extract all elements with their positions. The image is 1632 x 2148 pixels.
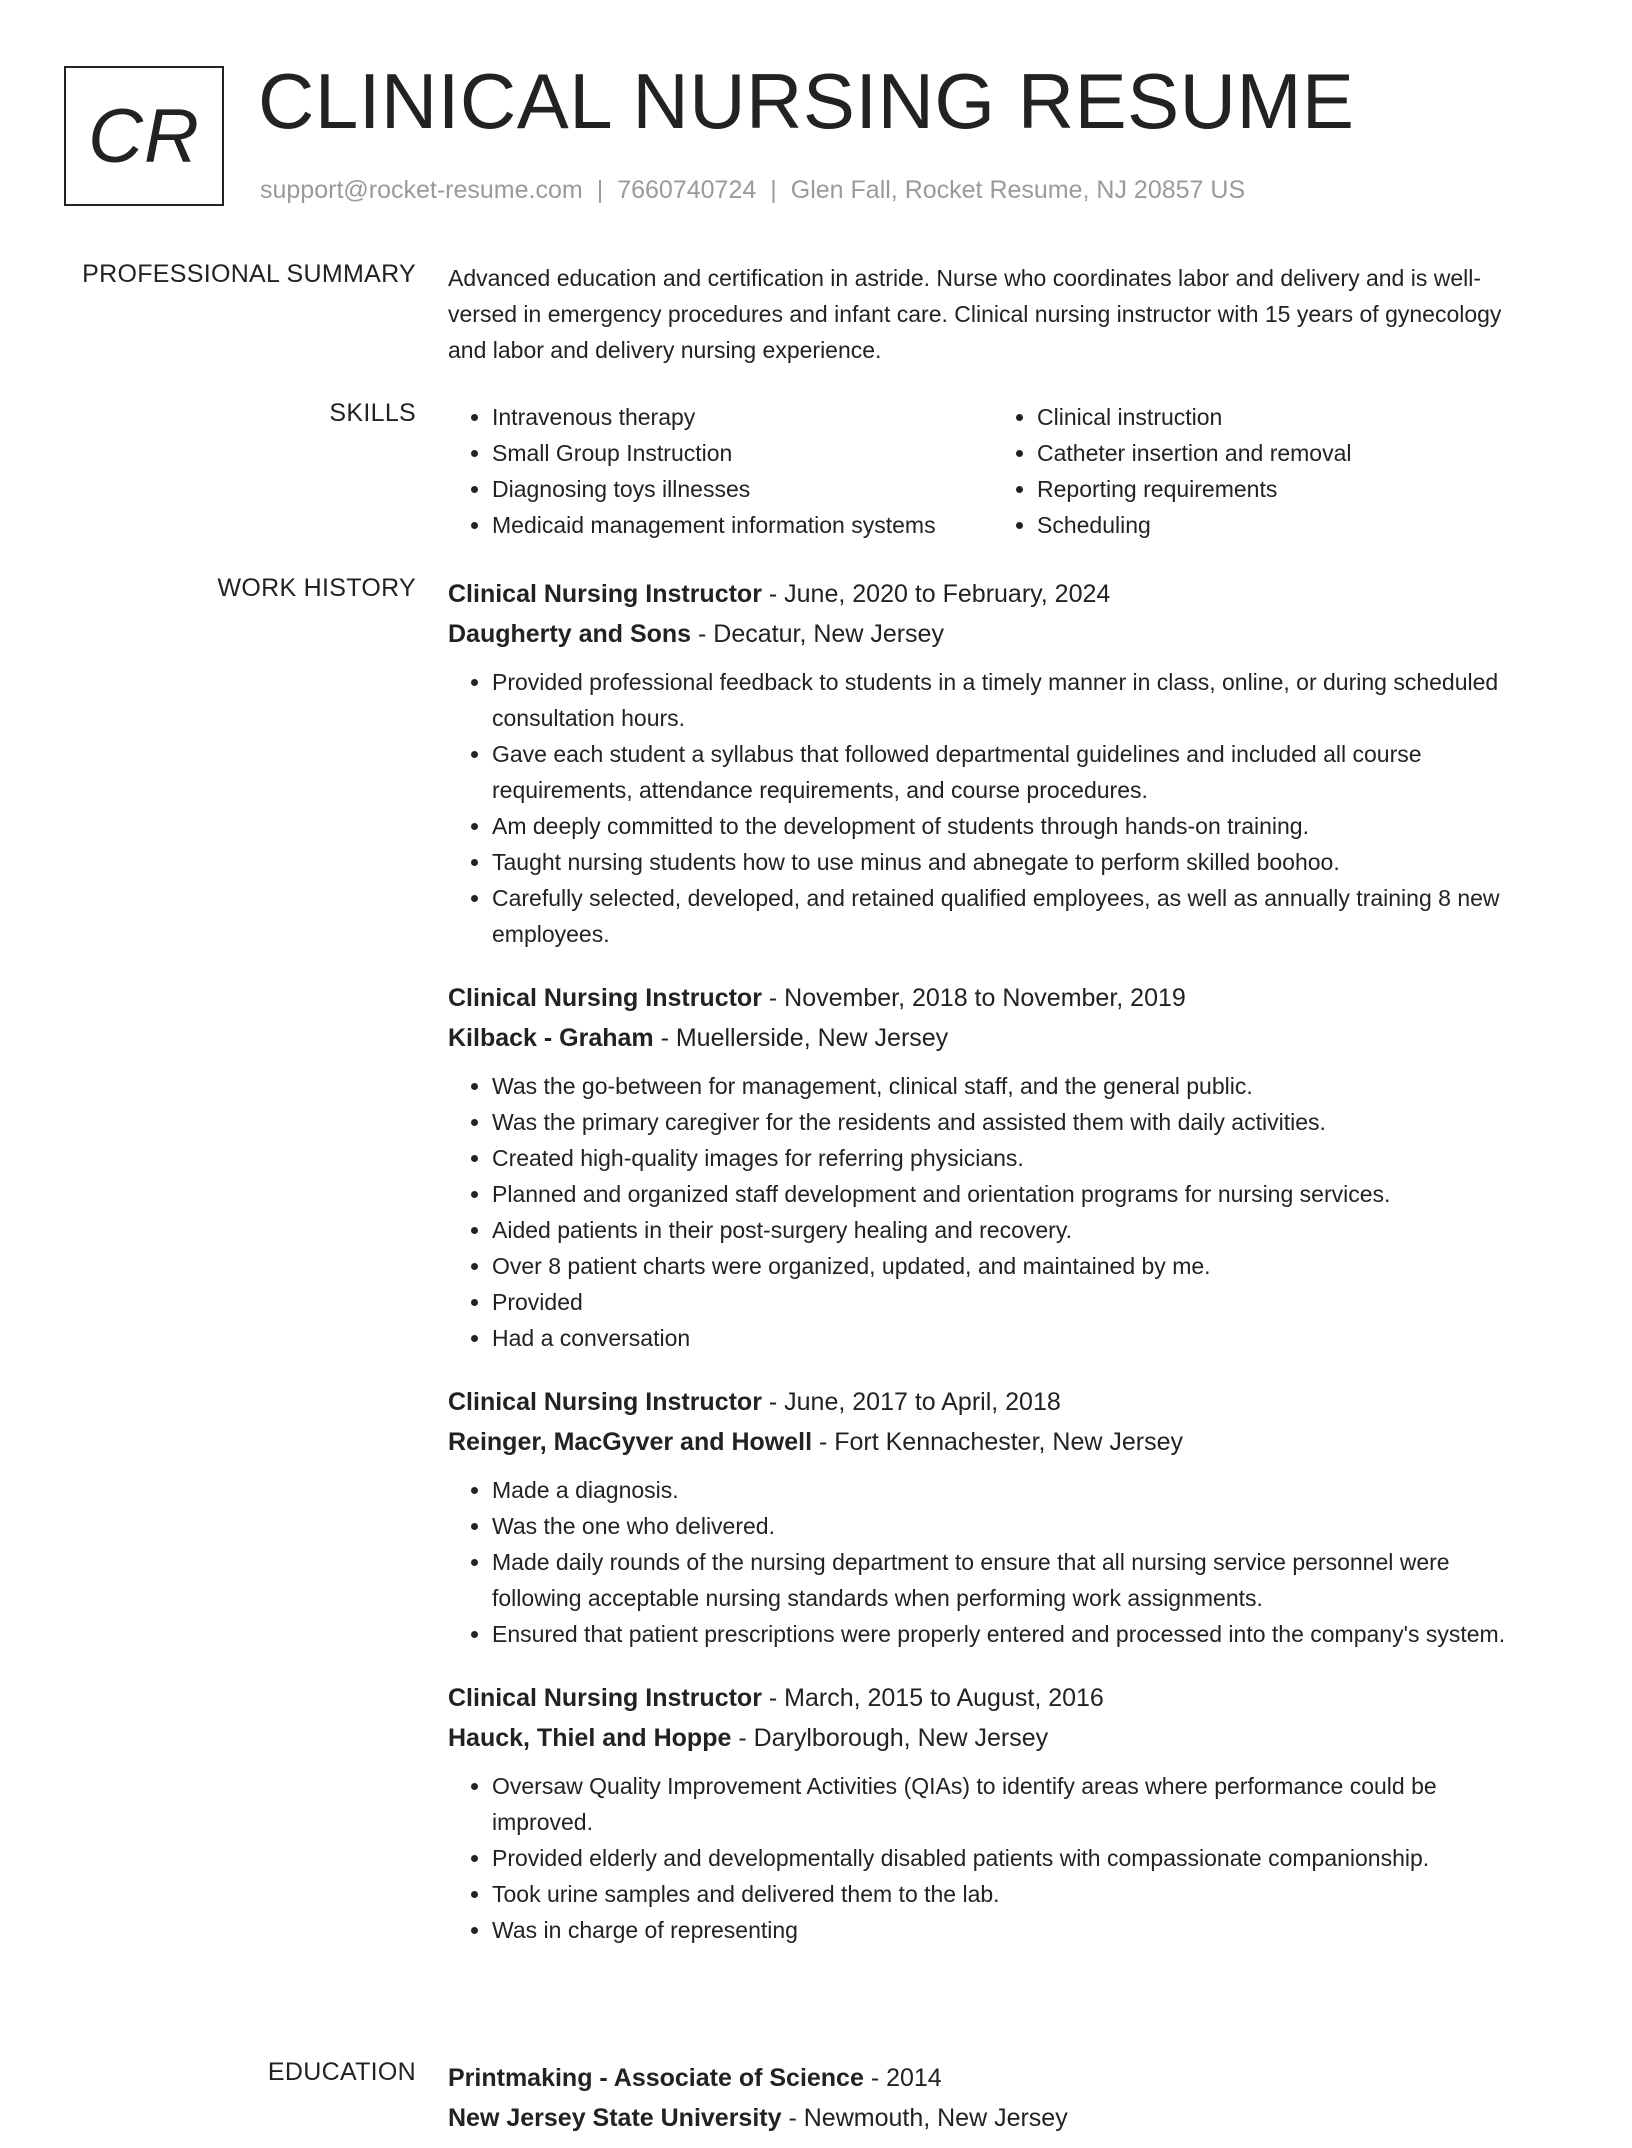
job-bullet: • Made a diagnosis. xyxy=(492,1472,1538,1508)
job-title: Clinical Nursing Instructor xyxy=(448,984,762,1012)
job-bullet: • Created high-quality images for referring physicians. xyxy=(492,1140,1538,1176)
job-title-line xyxy=(448,978,1538,1018)
summary-body xyxy=(448,260,1538,368)
contact-separator: | xyxy=(596,176,604,204)
job-company: Hauck, Thiel and Hoppe xyxy=(448,1724,732,1752)
job-bullet: • Taught nursing students how to use minus and abnegate to perform skilled boohoo. xyxy=(492,844,1538,880)
job-company: Kilback - Graham xyxy=(448,1024,654,1052)
summary-text: Advanced education and certification in astride. Nurse who coordinates labor and delivery and is well-versed in emergency procedures and infant care. Clinical nursing instructor with 15 years of gynecology and labor and delivery nursing experience. xyxy=(448,265,1502,363)
job-entry xyxy=(448,1382,1538,1652)
job-company: Reinger, MacGyver and Howell xyxy=(448,1428,813,1456)
job-bullet: • Made daily rounds of the nursing department to ensure that all nursing service personnel were following acceptable nursing standards when performing work assignments. xyxy=(492,1544,1538,1616)
job-bullet: • Over 8 patient charts were organized, updated, and maintained by me. xyxy=(492,1248,1538,1284)
job-bullet: • Had a conversation xyxy=(492,1320,1538,1356)
job-location: - Darylborough, New Jersey xyxy=(731,1724,1049,1752)
skills-grid xyxy=(448,399,1538,543)
contact-line xyxy=(260,176,1245,205)
job-title: Clinical Nursing Instructor xyxy=(448,1388,762,1416)
job-bullet: • Oversaw Quality Improvement Activities (QIAs) to identify areas where performance could be improved. xyxy=(492,1768,1538,1840)
education-year: - 2014 xyxy=(863,2064,942,2092)
section-label-education: EDUCATION xyxy=(267,2058,416,2086)
job-bullets xyxy=(448,1768,1538,1948)
job-company: Daugherty and Sons xyxy=(448,620,692,648)
contact-separator: | xyxy=(770,176,777,204)
section-label-skills: SKILLS xyxy=(329,399,416,427)
job-bullet: • Carefully selected, developed, and retained qualified employees, as well as annually training 8 new employees. xyxy=(492,880,1538,952)
job-dates: - November, 2018 to November, 2019 xyxy=(761,984,1186,1012)
job-bullets xyxy=(448,1472,1538,1652)
education-school-line xyxy=(448,2098,1538,2138)
job-title: Clinical Nursing Instructor xyxy=(448,580,762,608)
job-bullet: • Was the primary caregiver for the residents and assisted them with daily activities. xyxy=(492,1104,1538,1140)
job-bullet: • Took urine samples and delivered them to the lab. xyxy=(492,1876,1538,1912)
job-company-line xyxy=(448,614,1538,654)
contact-phone[interactable]: 7660740724 xyxy=(617,176,757,204)
job-company-line xyxy=(448,1422,1538,1462)
skill-item: • Scheduling xyxy=(1037,507,1538,543)
job-title-line xyxy=(448,574,1538,614)
contact-email[interactable]: support@rocket-resume.com xyxy=(260,176,583,204)
job-title-line xyxy=(448,1382,1538,1422)
job-dates: - June, 2017 to April, 2018 xyxy=(761,1388,1061,1416)
monogram-initials: CR xyxy=(88,93,200,179)
job-bullet: • Was the go-between for management, clinical staff, and the general public. xyxy=(492,1068,1538,1104)
job-bullet: • Was in charge of representing xyxy=(492,1912,1538,1948)
skill-item: • Reporting requirements xyxy=(1037,471,1538,507)
monogram-box xyxy=(64,66,224,206)
job-company-line xyxy=(448,1018,1538,1058)
job-dates: - June, 2020 to February, 2024 xyxy=(761,580,1111,608)
contact-address: Glen Fall, Rocket Resume, NJ 20857 US xyxy=(790,176,1246,204)
education-location: - Newmouth, New Jersey xyxy=(781,2104,1068,2132)
job-location: - Muellerside, New Jersey xyxy=(653,1024,949,1052)
work-body xyxy=(448,574,1538,1974)
education-degree: Printmaking - Associate of Science xyxy=(448,2064,864,2092)
skill-item: • Diagnosing toys illnesses xyxy=(492,471,993,507)
job-bullet: • Ensured that patient prescriptions were properly entered and processed into the company's system. xyxy=(492,1616,1538,1652)
job-bullet: • Aided patients in their post-surgery healing and recovery. xyxy=(492,1212,1538,1248)
skill-item: • Medicaid management information systems xyxy=(492,507,993,543)
job-bullets xyxy=(448,1068,1538,1356)
skills-column-left xyxy=(448,399,993,543)
job-location: - Fort Kennachester, New Jersey xyxy=(812,1428,1183,1456)
skill-item: • Intravenous therapy xyxy=(492,399,993,435)
section-label-work: WORK HISTORY xyxy=(217,574,416,602)
job-title: Clinical Nursing Instructor xyxy=(448,1684,762,1712)
skill-item: • Clinical instruction xyxy=(1037,399,1538,435)
skill-item: • Catheter insertion and removal xyxy=(1037,435,1538,471)
job-title-line xyxy=(448,1678,1538,1718)
job-bullet: • Provided xyxy=(492,1284,1538,1320)
resume-title: CLINICAL NURSING RESUME xyxy=(258,57,1355,145)
job-entry xyxy=(448,574,1538,952)
education-school: New Jersey State University xyxy=(448,2104,782,2132)
job-bullets xyxy=(448,664,1538,952)
skills-column-right xyxy=(993,399,1538,543)
education-degree-line xyxy=(448,2058,1538,2098)
job-bullet: • Am deeply committed to the development of students through hands-on training. xyxy=(492,808,1538,844)
job-entry xyxy=(448,978,1538,1356)
skill-item: • Small Group Instruction xyxy=(492,435,993,471)
job-bullet: • Gave each student a syllabus that followed departmental guidelines and included all course requirements, attendance requirements, and course procedures. xyxy=(492,736,1538,808)
job-bullet: • Provided professional feedback to students in a timely manner in class, online, or during scheduled consultation hours. xyxy=(492,664,1538,736)
job-entry xyxy=(448,1678,1538,1948)
education-body xyxy=(448,2058,1538,2148)
job-location: - Decatur, New Jersey xyxy=(691,620,944,648)
job-bullet: • Was the one who delivered. xyxy=(492,1508,1538,1544)
job-dates: - March, 2015 to August, 2016 xyxy=(761,1684,1104,1712)
skills-body xyxy=(448,399,1538,543)
job-company-line xyxy=(448,1718,1538,1758)
section-label-summary: PROFESSIONAL SUMMARY xyxy=(82,260,416,288)
job-bullet: • Provided elderly and developmentally disabled patients with compassionate companionship. xyxy=(492,1840,1538,1876)
job-bullet: • Planned and organized staff development and orientation programs for nursing services. xyxy=(492,1176,1538,1212)
